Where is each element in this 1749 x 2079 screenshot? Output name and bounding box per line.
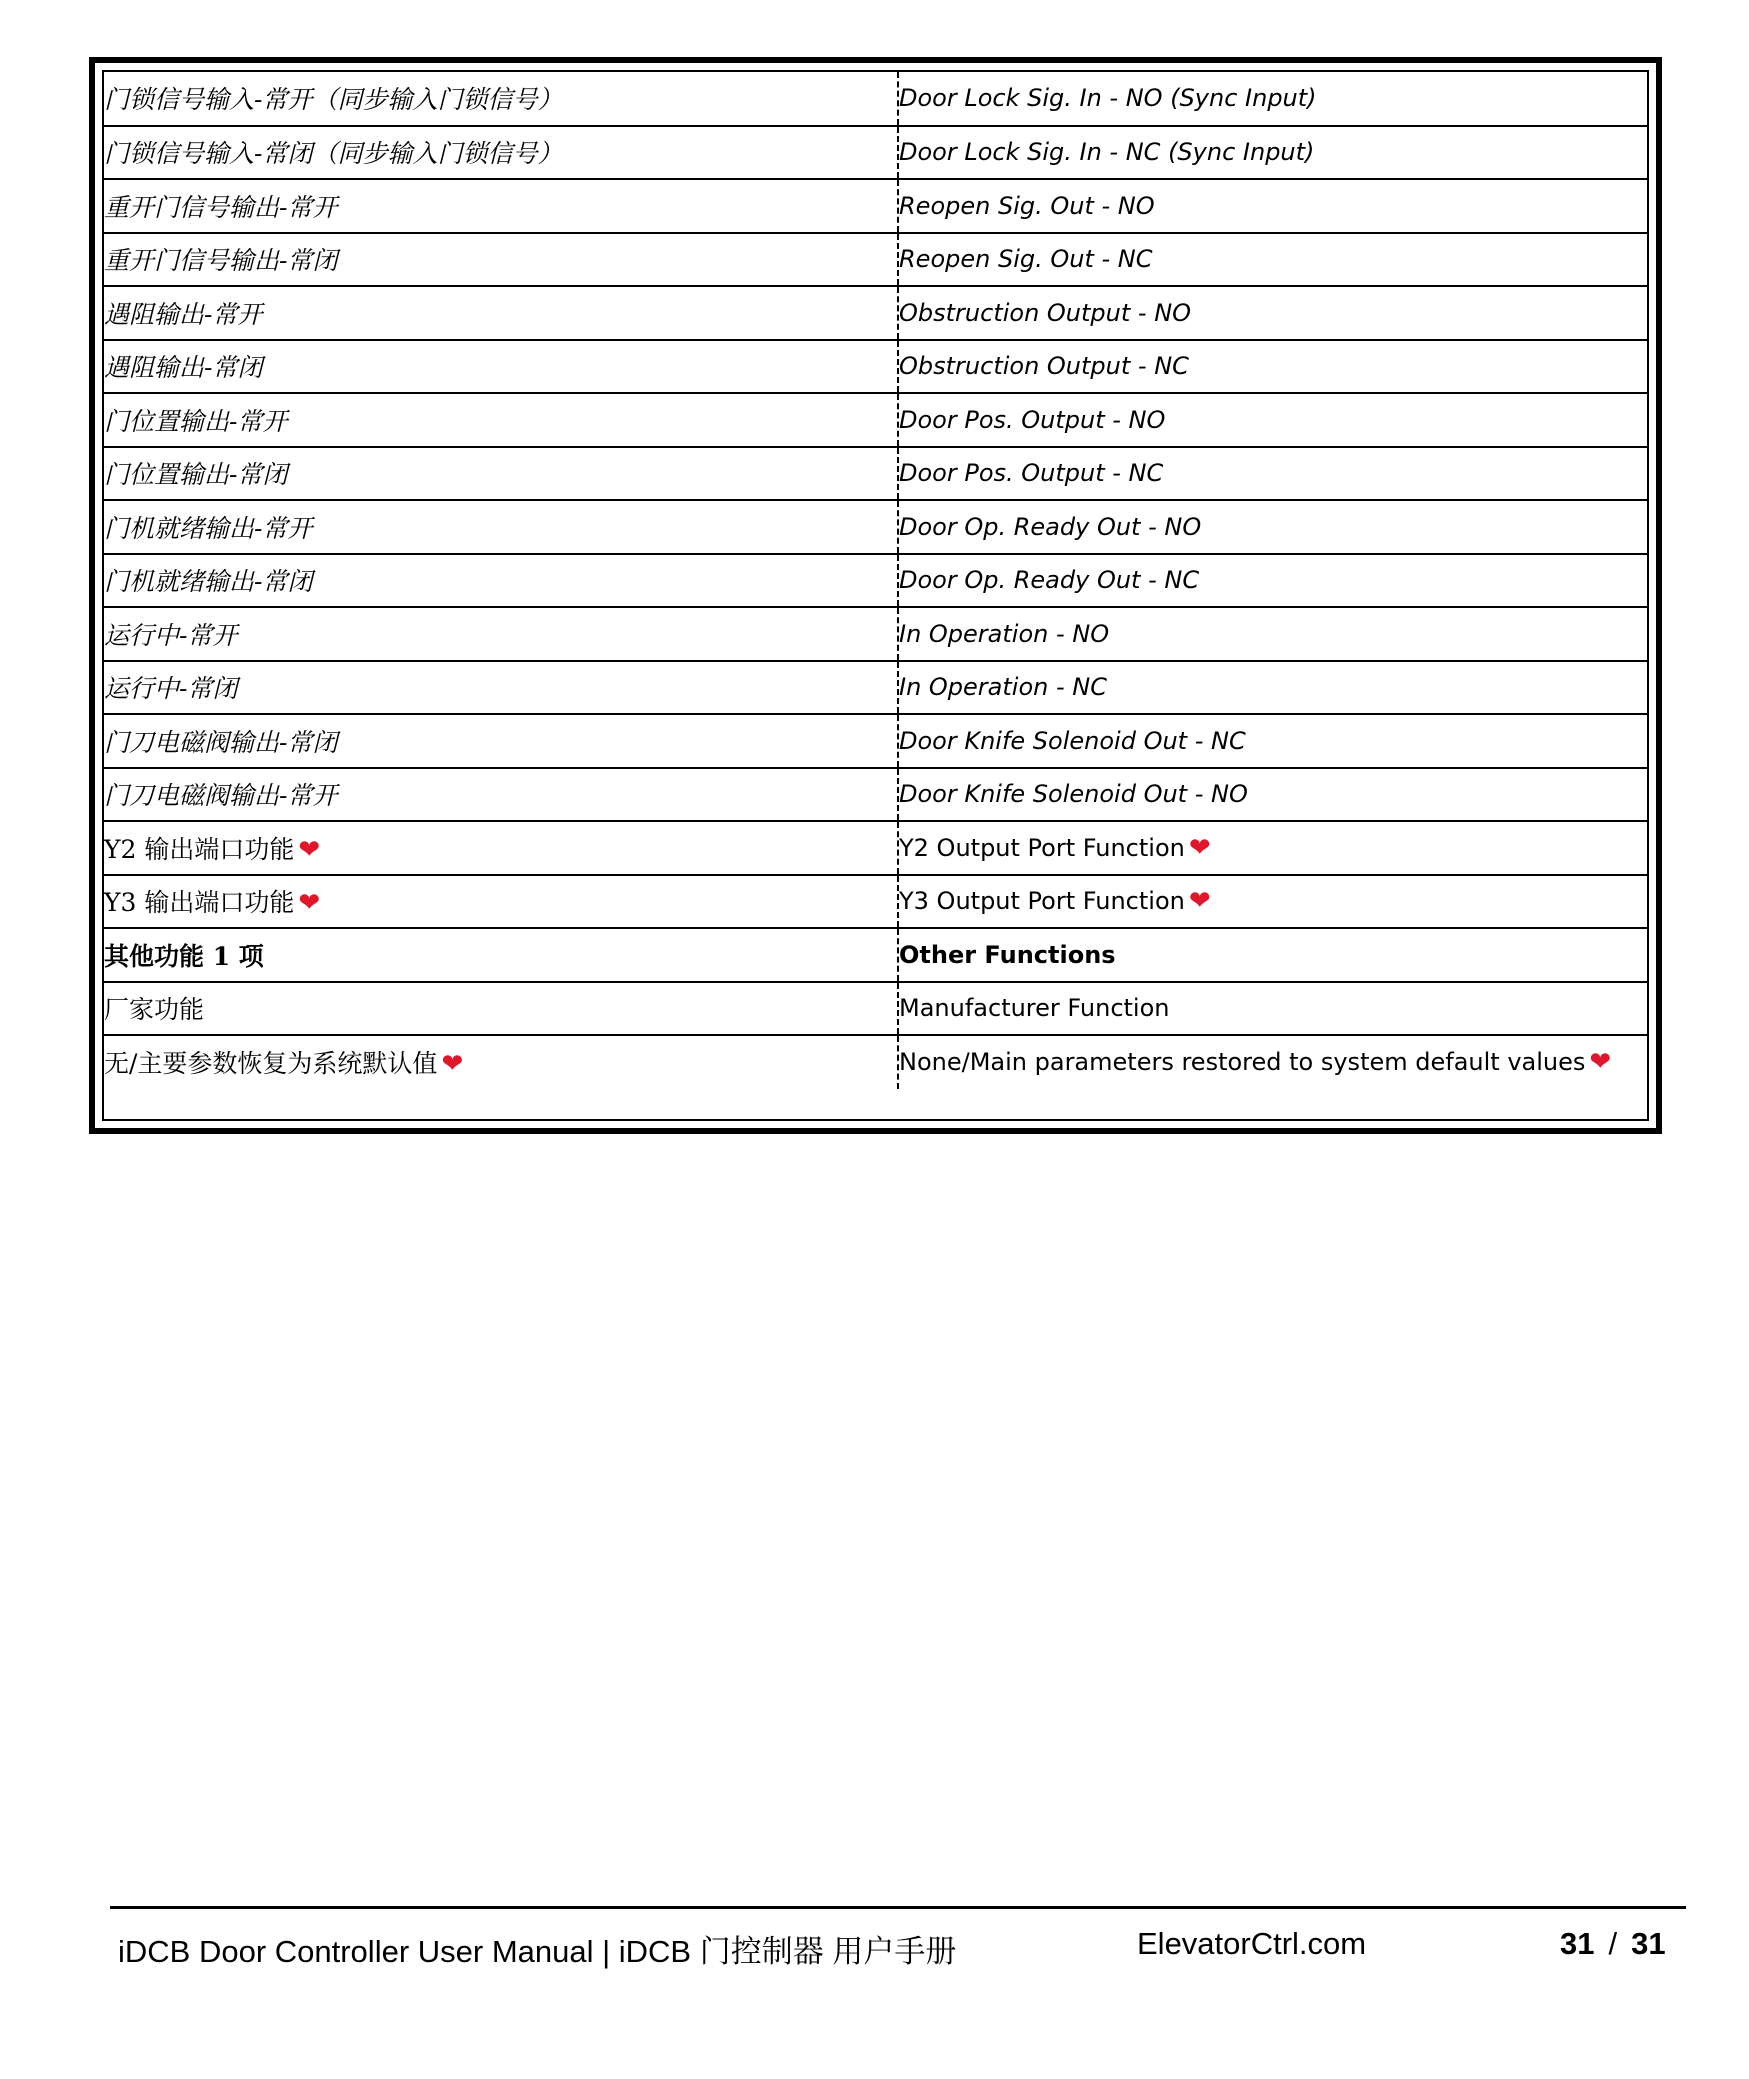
chinese-label: 重开门信号输出-常开 (104, 192, 338, 222)
chinese-label: Y3 输出端口功能 (104, 888, 295, 918)
heart-icon: ❤ (298, 834, 321, 865)
table-row (104, 179, 1647, 233)
english-label-cell (898, 179, 1647, 233)
chinese-label: 运行中-常开 (104, 620, 238, 650)
table-row (104, 928, 1647, 982)
parameter-table-inner (102, 70, 1649, 1121)
english-label: In Operation - NO (899, 619, 1110, 648)
table-row (104, 607, 1647, 661)
chinese-label-cell (104, 875, 898, 929)
english-label: Obstruction Output - NC (899, 352, 1189, 381)
english-label: Reopen Sig. Out - NO (899, 191, 1155, 220)
heart-icon: ❤ (1188, 832, 1211, 863)
page-separator: / (1608, 1926, 1618, 1961)
table-row (104, 768, 1647, 822)
table-row (104, 982, 1647, 1036)
chinese-label: 遇阻输出-常闭 (104, 353, 263, 383)
english-label: In Operation - NC (899, 673, 1107, 702)
english-label: Y3 Output Port Function (899, 887, 1185, 916)
english-label-cell (898, 233, 1647, 287)
chinese-label-cell (104, 928, 898, 982)
chinese-label: 门刀电磁阀输出-常闭 (104, 727, 338, 757)
chinese-label-cell (104, 72, 898, 126)
chinese-label-cell (104, 447, 898, 501)
chinese-label: 厂家功能 (104, 995, 205, 1025)
heart-icon: ❤ (298, 888, 321, 919)
chinese-label-cell (104, 661, 898, 715)
english-label-cell (898, 821, 1647, 875)
chinese-label: 遇阻输出-常开 (104, 299, 263, 329)
chinese-label-cell (104, 982, 898, 1036)
table-row (104, 393, 1647, 447)
english-label-cell (898, 126, 1647, 180)
english-label: Door Lock Sig. In - NC (Sync Input) (899, 138, 1315, 167)
chinese-label-cell (104, 821, 898, 875)
chinese-label: 门位置输出-常开 (104, 406, 288, 436)
english-label-cell (898, 607, 1647, 661)
chinese-label: 其他功能 1 项 (104, 941, 264, 971)
english-label-cell (898, 393, 1647, 447)
chinese-label-cell (104, 607, 898, 661)
english-label-cell (898, 768, 1647, 822)
english-label-cell (898, 982, 1647, 1036)
chinese-label: 门锁信号输入-常闭（同步输入门锁信号） (104, 139, 563, 169)
chinese-label-cell (104, 500, 898, 554)
english-label-cell (898, 340, 1647, 394)
chinese-label: 门位置输出-常闭 (104, 460, 288, 490)
page-current: 31 (1560, 1926, 1595, 1961)
parameter-table-frame (89, 57, 1662, 1134)
chinese-label-cell (104, 340, 898, 394)
english-label: Y2 Output Port Function (899, 833, 1185, 862)
table-row (104, 447, 1647, 501)
table-row (104, 233, 1647, 287)
english-label-cell (898, 72, 1647, 126)
table-row (104, 661, 1647, 715)
english-label: Manufacturer Function (899, 994, 1170, 1023)
chinese-label: 门机就绪输出-常闭 (104, 567, 313, 597)
parameter-table (104, 72, 1647, 1089)
english-label: Door Pos. Output - NO (899, 405, 1166, 434)
chinese-label-cell (104, 286, 898, 340)
table-row (104, 286, 1647, 340)
page-total: 31 (1631, 1926, 1666, 1961)
english-label: Door Knife Solenoid Out - NC (899, 726, 1246, 755)
footer-page-number (1560, 1926, 1666, 1962)
table-row (104, 875, 1647, 929)
heart-icon: ❤ (441, 1049, 464, 1080)
table-row (104, 554, 1647, 608)
table-row (104, 821, 1647, 875)
english-label: Door Op. Ready Out - NC (899, 566, 1200, 595)
english-label: Other Functions (899, 940, 1116, 969)
chinese-label-cell (104, 768, 898, 822)
english-label-cell (898, 447, 1647, 501)
table-row (104, 714, 1647, 768)
table-row (104, 72, 1647, 126)
english-label-cell (898, 1035, 1647, 1089)
chinese-label-cell (104, 554, 898, 608)
chinese-label-cell (104, 179, 898, 233)
english-label: Obstruction Output - NO (899, 298, 1192, 327)
english-label-cell (898, 500, 1647, 554)
english-label-cell (898, 554, 1647, 608)
chinese-label: 门机就绪输出-常开 (104, 513, 313, 543)
chinese-label: 运行中-常闭 (104, 674, 238, 704)
chinese-label-cell (104, 126, 898, 180)
footer-manual-title: iDCB Door Controller User Manual | iDCB 门控制器 用户手册 (118, 1934, 957, 1969)
table-row (104, 126, 1647, 180)
english-label-cell (898, 928, 1647, 982)
english-label-cell (898, 661, 1647, 715)
chinese-label: Y2 输出端口功能 (104, 834, 295, 864)
english-label: Reopen Sig. Out - NC (899, 245, 1153, 274)
chinese-label-cell (104, 233, 898, 287)
english-label-cell (898, 714, 1647, 768)
chinese-label-cell (104, 714, 898, 768)
english-label-cell (898, 286, 1647, 340)
english-label-cell (898, 875, 1647, 929)
english-label: Door Knife Solenoid Out - NO (899, 780, 1248, 809)
parameter-table-body (104, 72, 1647, 1089)
chinese-label: 门刀电磁阀输出-常开 (104, 781, 338, 811)
table-row (104, 340, 1647, 394)
footer-website: ElevatorCtrl.com (1137, 1926, 1367, 1961)
chinese-label-cell (104, 1035, 898, 1089)
table-row (104, 1035, 1647, 1089)
english-label: Door Pos. Output - NC (899, 459, 1164, 488)
english-label: Door Lock Sig. In - NO (Sync Input) (899, 84, 1317, 113)
table-row (104, 500, 1647, 554)
chinese-label: 重开门信号输出-常闭 (104, 246, 338, 276)
chinese-label: 门锁信号输入-常开（同步输入门锁信号） (104, 85, 563, 115)
english-label: None/Main parameters restored to system default values (899, 1048, 1586, 1077)
footer-divider (110, 1906, 1686, 1909)
heart-icon: ❤ (1188, 886, 1211, 917)
chinese-label: 无/主要参数恢复为系统默认值 (104, 1049, 438, 1079)
chinese-label-cell (104, 393, 898, 447)
english-label: Door Op. Ready Out - NO (899, 512, 1202, 541)
heart-icon: ❤ (1589, 1047, 1612, 1078)
